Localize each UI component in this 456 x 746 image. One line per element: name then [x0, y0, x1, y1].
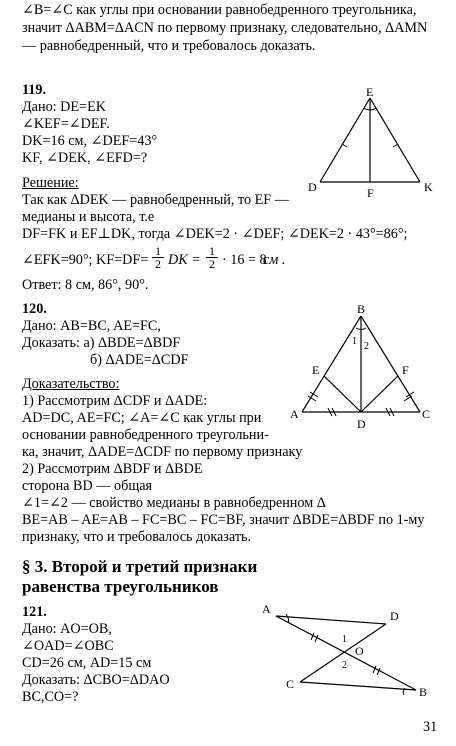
problem-119-solution-title: Решение:	[22, 175, 79, 191]
fig121-label-1: 1	[342, 634, 347, 645]
proof-line-3: основании равнобедренного треугольни-	[22, 427, 269, 443]
problem-119-given-1: Дано: DE=EK	[22, 99, 106, 115]
fig121-label-D: D	[390, 609, 399, 623]
problem-119-solution-1: Так как ΔDEK — равнобедренный, то EF —	[22, 192, 289, 208]
problem-119-solution-4b: DK =	[168, 252, 201, 268]
fig120-label-1: 1	[352, 336, 357, 347]
problem-119-solution-2: медианы и высота, т.е	[22, 209, 155, 225]
figure-119-triangle	[300, 86, 440, 198]
fig121-label-B: B	[419, 685, 428, 699]
proof-line-9: признаку, что и требовалось доказать.	[22, 529, 252, 545]
fig119-label-D: D	[308, 180, 317, 194]
fig121-label-O: O	[355, 644, 364, 658]
section-title-line-1: § 3. Второй и третий признаки	[22, 557, 258, 576]
section-title-line-2: равенства треугольников	[22, 577, 219, 596]
problem-119-given-3: DK=16 см, ∠DEF=43°	[22, 133, 158, 149]
figure-121	[256, 600, 436, 704]
problem-120-given: Дано: AB=BC, AE=FC,	[22, 318, 161, 334]
problem-120-number: 120.	[22, 301, 47, 317]
fraction-half-2: $\frac{1}{2}$	[206, 245, 218, 270]
fig121-label-2: 2	[342, 660, 347, 671]
problem-120-prove-a: Доказать: а) ΔBDE=ΔBDF	[22, 335, 181, 351]
proof-line-7: ∠1=∠2 — свойство медианы в равнобедренном Δ	[22, 495, 326, 511]
problem-119-answer: Ответ: 8 см, 86°, 90°.	[22, 277, 149, 293]
fraction-half-1: $\frac{1}{2}$	[152, 245, 164, 270]
problem-121-given-4: Доказать: ΔCBO=ΔDAO	[22, 672, 170, 688]
problem-119-given-2: ∠KEF=∠DEF.	[22, 116, 110, 132]
page-number: 31	[423, 719, 438, 735]
proof-line-5: 2) Рассмотрим ΔBDF и ΔBDE	[22, 461, 203, 477]
fig119-label-K: K	[424, 180, 433, 194]
problem-121-number: 121.	[22, 604, 47, 620]
problem-121-given-3: CD=26 см, AD=15 см	[22, 655, 152, 671]
fig119-label-F: F	[367, 186, 374, 200]
intro-line-3: — равнобедренный, что и требовалось доказать.	[22, 38, 316, 54]
fig119-label-E: E	[366, 85, 374, 99]
figure-120-triangle	[286, 302, 446, 434]
problem-120-proof-title: Доказательство:	[22, 376, 120, 392]
intro-line-1: ∠B=∠C как углы при основании равнобедренного треугольника,	[22, 2, 417, 18]
fig121-label-A: A	[262, 602, 271, 616]
fig121-label-C: C	[286, 677, 295, 691]
problem-121-given-1: Дано: AO=OB,	[22, 621, 112, 637]
proof-line-4: ка, значит, ΔADE=ΔCDF по первому признаку	[22, 444, 303, 460]
intro-line-2: значит ΔABM=ΔACN по первому признаку, следовательно, ΔAMN	[22, 20, 428, 36]
fig120-label-B: B	[357, 302, 366, 316]
problem-121-given-5: BC,CO=?	[22, 689, 79, 705]
problem-121-given-2: ∠OAD=∠OBC	[22, 638, 114, 654]
problem-119-number: 119.	[22, 82, 47, 98]
fig120-label-F: F	[402, 363, 409, 377]
fig120-label-D: D	[357, 417, 366, 431]
proof-line-6: сторона BD — общая	[22, 478, 153, 494]
fig120-label-2: 2	[364, 341, 369, 352]
proof-line-1: 1) Рассмотрим ΔCDF и ΔADE:	[22, 393, 208, 409]
problem-119-solution-3: DF=FK и EF⊥DK, тогда ∠DEK=2 · ∠DEF; ∠DEK=2 · 43°=86°;	[22, 226, 408, 242]
proof-line-8: BE=AB – AE=AB – FC=BC – FC=BF, значит ΔBDE=ΔBDF по 1-му	[22, 512, 425, 528]
proof-line-2: AD=DC, AE=FC; ∠A=∠C как углы при	[22, 410, 262, 426]
problem-119-solution-4d: см .	[263, 252, 286, 268]
problem-119-solution-4a: ∠EFK=90°; KF=DF=	[22, 252, 149, 268]
problem-119-given-4: KF, ∠DEK, ∠EFD=?	[22, 150, 148, 166]
problem-119-solution-4c: · 16 = 8	[222, 252, 267, 268]
fig120-label-A: A	[290, 407, 299, 421]
fig120-label-E: E	[312, 363, 320, 377]
fig120-label-C: C	[422, 407, 431, 421]
problem-120-prove-b: б) ΔADE=ΔCDF	[90, 352, 189, 368]
